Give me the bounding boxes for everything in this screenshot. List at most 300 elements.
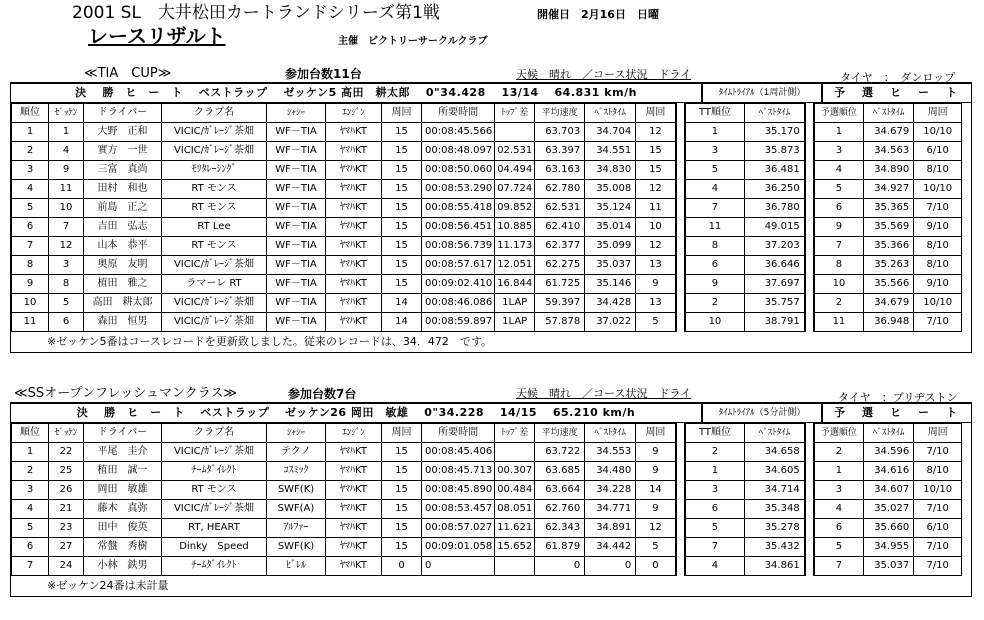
cell-chassis: WF－TIA (267, 123, 326, 142)
table-row (12, 462, 962, 481)
table-row (12, 557, 962, 576)
cell-number: 3 (49, 256, 84, 275)
table-row (12, 481, 962, 500)
cell-tt-rank: 9 (685, 275, 745, 294)
cell-club: VICIC/ｶﾞﾚｰｼﾞ茶畑 (162, 443, 267, 462)
cell-tt-best-time: 35.873 (745, 142, 805, 161)
cell-total-time: 00:08:59.897 (422, 313, 495, 332)
cell-qual-rank: 2 (814, 443, 864, 462)
cell-qual-laps: 6/10 (914, 142, 962, 161)
column-gap (805, 199, 814, 218)
cell-tt-rank: 3 (685, 481, 745, 500)
cell-qual-laps: 8/10 (914, 161, 962, 180)
cell-gap-to-top: 00.484 (495, 481, 535, 500)
cell-rank: 6 (12, 218, 49, 237)
col-header: ｾﾞｯｹﾝ (49, 424, 84, 443)
cell-best-time: 34.428 (585, 294, 636, 313)
cell-club: ﾁｰﾑﾀﾞｲﾚｸﾄ (162, 462, 267, 481)
cell-qual-laps: 9/10 (914, 275, 962, 294)
col-header: 順位 (12, 424, 49, 443)
final-summary (11, 404, 971, 423)
cell-gap-to-top: 02.531 (495, 142, 535, 161)
cell-club: VICIC/ｶﾞﾚｰｼﾞ茶畑 (162, 256, 267, 275)
cell-tt-best-time: 36.481 (745, 161, 805, 180)
results-table (11, 103, 962, 332)
cell-laps: 15 (382, 237, 422, 256)
cell-club: ﾓﾘﾀﾚｰｼﾝｸﾞ (162, 161, 267, 180)
cell-club: Dinky Speed (162, 538, 267, 557)
column-gap (805, 161, 814, 180)
cell-engine: ﾔﾏﾊKT (326, 161, 382, 180)
column-gap (676, 104, 685, 123)
cell-qual-rank: 7 (814, 237, 864, 256)
cell-tt-rank: 2 (685, 443, 745, 462)
cell-tt-rank: 5 (685, 161, 745, 180)
col-header: 周回 (914, 104, 962, 123)
cell-best-lap: 11 (636, 199, 676, 218)
col-header: クラブ名 (162, 104, 267, 123)
cell-best-lap: 12 (636, 123, 676, 142)
cell-qual-rank: 6 (814, 519, 864, 538)
cell-rank: 7 (12, 237, 49, 256)
cell-laps: 15 (382, 500, 422, 519)
cell-chassis: SWF(K) (267, 538, 326, 557)
column-gap (676, 443, 685, 462)
col-header: 所要時間 (422, 104, 495, 123)
cell-tt-rank: 6 (685, 256, 745, 275)
cell-tt-best-time: 35.278 (745, 519, 805, 538)
cell-qual-rank: 9 (814, 218, 864, 237)
cell-best-time: 34.228 (585, 481, 636, 500)
cell-engine: ﾔﾏﾊKT (326, 218, 382, 237)
cell-rank: 3 (12, 161, 49, 180)
cell-best-lap: 0 (636, 557, 676, 576)
col-header: ﾍﾞｽﾄﾀｲﾑ (745, 424, 805, 443)
cell-total-time: 00:08:53.457 (422, 500, 495, 519)
cell-number: 11 (49, 180, 84, 199)
cell-avg-speed: 62.531 (535, 199, 585, 218)
cell-engine: ﾔﾏﾊKT (326, 237, 382, 256)
cell-avg-speed: 62.410 (535, 218, 585, 237)
cell-number: 22 (49, 443, 84, 462)
column-gap (676, 218, 685, 237)
cell-avg-speed: 63.703 (535, 123, 585, 142)
col-header: ﾄｯﾌﾟ差 (495, 104, 535, 123)
cell-qual-laps: 6/10 (914, 519, 962, 538)
col-header: ドライバー (84, 424, 162, 443)
cell-club: RT モンス (162, 481, 267, 500)
cell-laps: 15 (382, 180, 422, 199)
cell-gap-to-top: 16.844 (495, 275, 535, 294)
table-row (12, 500, 962, 519)
cell-gap-to-top: 1LAP (495, 313, 535, 332)
cell-qual-best-time: 35.365 (864, 199, 914, 218)
cell-rank: 1 (12, 123, 49, 142)
table-row (12, 142, 962, 161)
cell-laps: 14 (382, 294, 422, 313)
cell-avg-speed: 63.664 (535, 481, 585, 500)
cell-driver: 三富 真尚 (84, 161, 162, 180)
cell-qual-best-time: 34.607 (864, 481, 914, 500)
col-header: 周回 (914, 424, 962, 443)
col-header: ｼｬｼｰ (267, 104, 326, 123)
cell-qual-best-time: 34.616 (864, 462, 914, 481)
cell-total-time: 00:08:46.086 (422, 294, 495, 313)
cell-qual-rank: 8 (814, 256, 864, 275)
cell-engine: ﾔﾏﾊKT (326, 180, 382, 199)
cell-avg-speed: 0 (535, 557, 585, 576)
column-gap (676, 180, 685, 199)
cell-qual-laps: 8/10 (914, 256, 962, 275)
cell-tt-rank: 4 (685, 557, 745, 576)
cell-best-lap: 14 (636, 481, 676, 500)
cell-chassis: WF－TIA (267, 294, 326, 313)
table-row (12, 443, 962, 462)
cell-qual-rank: 3 (814, 481, 864, 500)
cell-driver: 田中 俊英 (84, 519, 162, 538)
cell-chassis: WF－TIA (267, 199, 326, 218)
column-gap (805, 180, 814, 199)
col-header: ﾍﾞｽﾄﾀｲﾑ (745, 104, 805, 123)
col-header: クラブ名 (162, 424, 267, 443)
cell-tt-best-time: 34.658 (745, 443, 805, 462)
cell-engine: ﾔﾏﾊKT (326, 538, 382, 557)
cell-rank: 2 (12, 142, 49, 161)
table-row (12, 123, 962, 142)
cell-laps: 0 (382, 557, 422, 576)
cell-best-lap: 5 (636, 313, 676, 332)
cell-driver: 奥原 友明 (84, 256, 162, 275)
table-row (12, 294, 962, 313)
cell-best-lap: 15 (636, 142, 676, 161)
cell-total-time: 00:08:45.406 (422, 443, 495, 462)
cell-total-time: 00:08:56.451 (422, 218, 495, 237)
cell-chassis: テクノ (267, 443, 326, 462)
col-header: ﾍﾞｽﾄﾀｲﾑ (585, 104, 636, 123)
class-name: ≪TIA CUP≫ (84, 66, 172, 81)
column-gap (676, 294, 685, 313)
cell-tt-best-time: 36.250 (745, 180, 805, 199)
cell-laps: 15 (382, 142, 422, 161)
cell-club: VICIC/ｶﾞﾚｰｼﾞ茶畑 (162, 500, 267, 519)
cell-number: 21 (49, 500, 84, 519)
cell-chassis: SWF(A) (267, 500, 326, 519)
cell-club: VICIC/ｶﾞﾚｰｼﾞ茶畑 (162, 142, 267, 161)
cell-number: 1 (49, 123, 84, 142)
cell-tt-best-time: 38.791 (745, 313, 805, 332)
cell-qual-best-time: 34.596 (864, 443, 914, 462)
entry-count: 参加台数11台 (285, 67, 362, 81)
cell-qual-laps: 10/10 (914, 180, 962, 199)
cell-tt-best-time: 35.170 (745, 123, 805, 142)
cell-avg-speed: 63.397 (535, 142, 585, 161)
cell-qual-laps: 10/10 (914, 123, 962, 142)
col-header: ﾍﾞｽﾄﾀｲﾑ (864, 424, 914, 443)
column-gap (805, 218, 814, 237)
column-gap (805, 424, 814, 443)
cell-club: ラマーレ RT (162, 275, 267, 294)
cell-engine: ﾔﾏﾊKT (326, 275, 382, 294)
cell-chassis: SWF(K) (267, 481, 326, 500)
cell-qual-best-time: 35.037 (864, 557, 914, 576)
column-gap (805, 462, 814, 481)
cell-club: ﾁｰﾑﾀﾞｲﾚｸﾄ (162, 557, 267, 576)
cell-driver: 前島 正之 (84, 199, 162, 218)
cell-number: 25 (49, 462, 84, 481)
cell-laps: 15 (382, 199, 422, 218)
cell-laps: 15 (382, 462, 422, 481)
qual-label: 予 選 ヒ ー ト (821, 84, 971, 102)
cell-laps: 14 (382, 313, 422, 332)
cell-best-time: 37.022 (585, 313, 636, 332)
cell-qual-laps: 7/10 (914, 199, 962, 218)
cell-number: 27 (49, 538, 84, 557)
cell-gap-to-top: 08.051 (495, 500, 535, 519)
cell-best-time: 35.014 (585, 218, 636, 237)
cell-number: 9 (49, 161, 84, 180)
tire-info: タイヤ ：ブリヂストン (838, 391, 958, 404)
cell-tt-rank: 8 (685, 237, 745, 256)
cell-tt-rank: 11 (685, 218, 745, 237)
cell-number: 4 (49, 142, 84, 161)
cell-avg-speed: 63.685 (535, 462, 585, 481)
column-gap (805, 142, 814, 161)
cell-number: 23 (49, 519, 84, 538)
cell-qual-best-time: 35.263 (864, 256, 914, 275)
cell-qual-laps: 9/10 (914, 218, 962, 237)
column-gap (805, 104, 814, 123)
cell-qual-rank: 5 (814, 538, 864, 557)
cell-total-time: 00:09:01.058 (422, 538, 495, 557)
cell-tt-rank: 7 (685, 199, 745, 218)
column-gap (676, 500, 685, 519)
cell-laps: 15 (382, 519, 422, 538)
cell-chassis: WF－TIA (267, 237, 326, 256)
cell-best-lap: 10 (636, 218, 676, 237)
cell-tt-best-time: 37.203 (745, 237, 805, 256)
cell-laps: 15 (382, 275, 422, 294)
cell-number: 12 (49, 237, 84, 256)
column-gap (676, 557, 685, 576)
cell-driver: 大野 正和 (84, 123, 162, 142)
cell-qual-best-time: 34.955 (864, 538, 914, 557)
cell-number: 5 (49, 294, 84, 313)
cell-best-time: 35.124 (585, 199, 636, 218)
cell-tt-rank: 3 (685, 142, 745, 161)
cell-chassis: WF－TIA (267, 161, 326, 180)
cell-chassis: ﾋﾞﾚﾙ (267, 557, 326, 576)
cell-rank: 3 (12, 481, 49, 500)
cell-number: 26 (49, 481, 84, 500)
cell-best-lap: 9 (636, 500, 676, 519)
cell-best-time: 35.099 (585, 237, 636, 256)
column-gap (676, 424, 685, 443)
tt-label: ﾀｲﾑﾄﾗｲｱﾙ（1周計側） (701, 84, 821, 102)
cell-qual-laps: 7/10 (914, 557, 962, 576)
cell-laps: 15 (382, 161, 422, 180)
cell-qual-rank: 5 (814, 180, 864, 199)
cell-chassis: WF－TIA (267, 256, 326, 275)
cell-best-time: 0 (585, 557, 636, 576)
col-header: 平均速度 (535, 424, 585, 443)
column-gap (805, 294, 814, 313)
column-gap (676, 199, 685, 218)
column-gap (805, 313, 814, 332)
col-header: 周回 (636, 104, 676, 123)
cell-laps: 15 (382, 256, 422, 275)
col-header: ｾﾞｯｹﾝ (49, 104, 84, 123)
cell-best-lap: 12 (636, 237, 676, 256)
cell-qual-best-time: 35.660 (864, 519, 914, 538)
cell-rank: 9 (12, 275, 49, 294)
cell-tt-best-time: 34.861 (745, 557, 805, 576)
col-header: ﾍﾞｽﾄﾀｲﾑ (585, 424, 636, 443)
cell-tt-rank: 2 (685, 294, 745, 313)
column-gap (805, 237, 814, 256)
cell-avg-speed: 62.343 (535, 519, 585, 538)
cell-rank: 4 (12, 180, 49, 199)
cell-driver: 田村 和也 (84, 180, 162, 199)
cell-club: RT Lee (162, 218, 267, 237)
cell-tt-rank: 5 (685, 519, 745, 538)
summary-text: 決 勝 ヒ ー ト ベストラップ ゼッケン26 岡田 敏雄 0"34.228 14/15 65.210 km/h (76, 406, 636, 419)
cell-driver: 森田 恒男 (84, 313, 162, 332)
cell-gap-to-top: 11.173 (495, 237, 535, 256)
cell-qual-rank: 4 (814, 161, 864, 180)
cell-best-time: 34.551 (585, 142, 636, 161)
column-gap (676, 256, 685, 275)
entry-count: 参加台数7台 (288, 387, 357, 401)
cell-tt-best-time: 35.432 (745, 538, 805, 557)
cell-gap-to-top: 10.885 (495, 218, 535, 237)
cell-best-time: 34.442 (585, 538, 636, 557)
cell-gap-to-top (495, 123, 535, 142)
cell-qual-rank: 1 (814, 123, 864, 142)
column-gap (805, 538, 814, 557)
col-header: ドライバー (84, 104, 162, 123)
cell-gap-to-top: 11.621 (495, 519, 535, 538)
cell-gap-to-top (495, 557, 535, 576)
cell-best-lap: 5 (636, 538, 676, 557)
cell-driver: 常盤 秀樹 (84, 538, 162, 557)
cell-qual-rank: 7 (814, 557, 864, 576)
column-gap (676, 142, 685, 161)
cell-club: RT, HEART (162, 519, 267, 538)
cell-driver: 實方 一世 (84, 142, 162, 161)
cell-best-lap: 9 (636, 275, 676, 294)
cell-rank: 5 (12, 199, 49, 218)
cell-chassis: WF－TIA (267, 218, 326, 237)
cell-qual-laps: 10/10 (914, 294, 962, 313)
cell-chassis: WF－TIA (267, 142, 326, 161)
table-row (12, 275, 962, 294)
cell-avg-speed: 57.878 (535, 313, 585, 332)
cell-gap-to-top: 15.652 (495, 538, 535, 557)
cell-number: 7 (49, 218, 84, 237)
cell-engine: ﾔﾏﾊKT (326, 199, 382, 218)
cell-gap-to-top: 09.852 (495, 199, 535, 218)
cell-rank: 6 (12, 538, 49, 557)
cell-tt-best-time: 34.714 (745, 481, 805, 500)
cell-qual-best-time: 36.948 (864, 313, 914, 332)
cell-tt-rank: 4 (685, 180, 745, 199)
cell-chassis: ｱﾙﾌｧｰ (267, 519, 326, 538)
cell-qual-best-time: 34.679 (864, 294, 914, 313)
cell-avg-speed: 62.377 (535, 237, 585, 256)
cell-qual-laps: 10/10 (914, 481, 962, 500)
column-gap (805, 275, 814, 294)
results-table (11, 423, 962, 576)
cell-rank: 11 (12, 313, 49, 332)
cell-best-time: 35.037 (585, 256, 636, 275)
cell-avg-speed: 62.275 (535, 256, 585, 275)
cell-qual-rank: 4 (814, 500, 864, 519)
table-header (12, 424, 962, 443)
weather-info: 天候 晴れ ／コース状況 ドライ (516, 387, 692, 400)
cell-best-lap: 13 (636, 294, 676, 313)
column-gap (805, 481, 814, 500)
cell-avg-speed: 61.879 (535, 538, 585, 557)
column-gap (676, 519, 685, 538)
col-header: ｴﾝｼﾞﾝ (326, 424, 382, 443)
weather-info: 天候 晴れ ／コース状況 ドライ (516, 68, 692, 81)
cell-engine: ﾔﾏﾊKT (326, 123, 382, 142)
cell-rank: 7 (12, 557, 49, 576)
table-header (12, 104, 962, 123)
cell-total-time: 00:08:57.027 (422, 519, 495, 538)
cell-laps: 15 (382, 481, 422, 500)
column-gap (676, 237, 685, 256)
cell-best-time: 34.480 (585, 462, 636, 481)
col-header: 周回 (382, 424, 422, 443)
column-gap (805, 443, 814, 462)
event-title: 2001 SL 大井松田カートランドシリーズ第1戦 (72, 3, 440, 23)
cell-club: RT モンス (162, 237, 267, 256)
column-gap (676, 123, 685, 142)
cell-total-time: 00:08:50.060 (422, 161, 495, 180)
cell-driver: 藤木 真弥 (84, 500, 162, 519)
column-gap (805, 256, 814, 275)
col-header: ｴﾝｼﾞﾝ (326, 104, 382, 123)
cell-avg-speed: 59.397 (535, 294, 585, 313)
col-header: TT順位 (685, 104, 745, 123)
cell-gap-to-top (495, 443, 535, 462)
cell-qual-laps: 8/10 (914, 462, 962, 481)
cell-qual-laps: 7/10 (914, 313, 962, 332)
col-header: ｼｬｼｰ (267, 424, 326, 443)
cell-driver: 山本 恭平 (84, 237, 162, 256)
cell-qual-laps: 7/10 (914, 443, 962, 462)
cell-qual-laps: 8/10 (914, 237, 962, 256)
cell-best-lap: 12 (636, 180, 676, 199)
cell-qual-best-time: 35.566 (864, 275, 914, 294)
cell-tt-best-time: 36.780 (745, 199, 805, 218)
table-row (12, 256, 962, 275)
qual-label: 予 選 ヒ ー ト (821, 404, 971, 422)
cell-club: VICIC/ｶﾞﾚｰｼﾞ茶畑 (162, 123, 267, 142)
cell-engine: ﾔﾏﾊKT (326, 443, 382, 462)
cell-best-time: 35.146 (585, 275, 636, 294)
cell-laps: 15 (382, 538, 422, 557)
cell-tt-best-time: 34.605 (745, 462, 805, 481)
column-gap (676, 313, 685, 332)
col-header: 予選順位 (814, 104, 864, 123)
cell-club: VICIC/ｶﾞﾚｰｼﾞ茶畑 (162, 313, 267, 332)
cell-best-time: 34.771 (585, 500, 636, 519)
column-gap (805, 500, 814, 519)
class-name: ≪SSオープンフレッシュマンクラス≫ (14, 386, 237, 401)
cell-qual-best-time: 35.027 (864, 500, 914, 519)
